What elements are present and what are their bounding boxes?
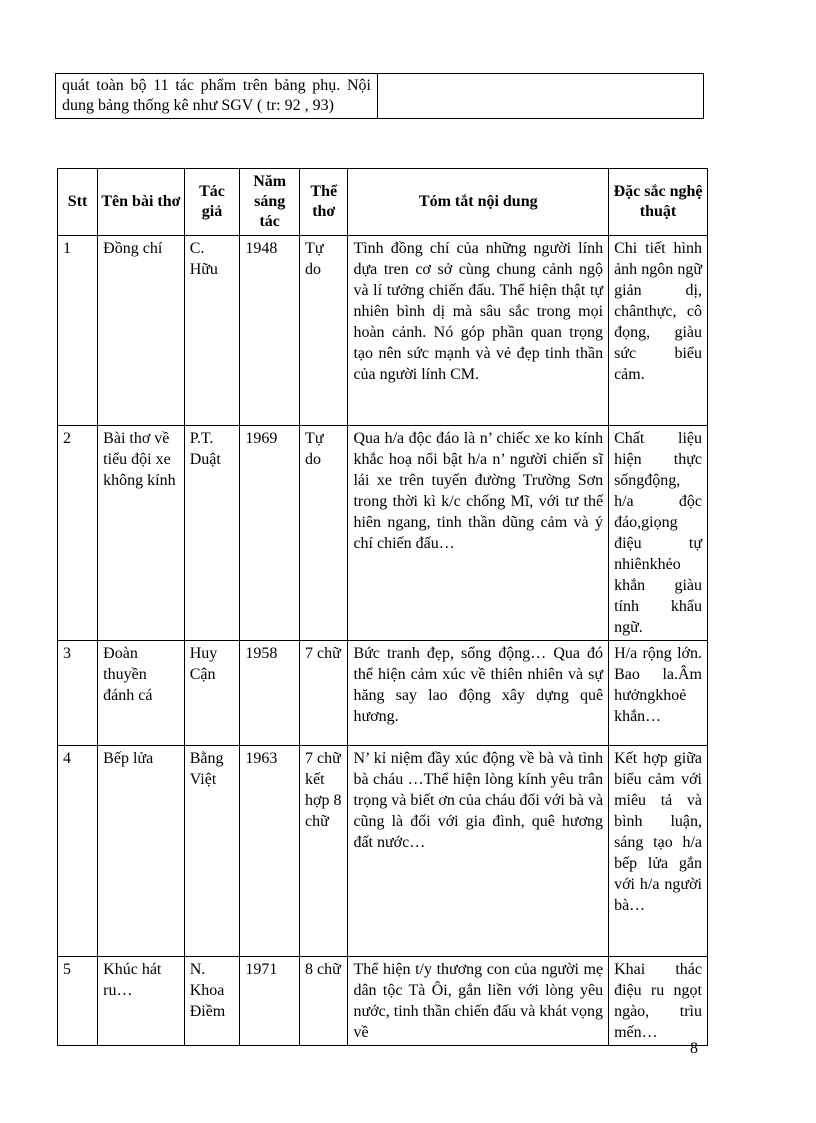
header-title: Tên bài thơ [98, 169, 185, 236]
cell-summary: Tình đồng chí của những người lính dựa tren cơ sở cùng chung cảnh ngộ và lí tưởng chiến đấu. Thể hiện thật tự nhiên bình dị mà sâu sắc trong mọi hoàn cảnh. Nó góp phần quan trọng tạo nên sức mạnh và vẻ đẹp tinh thần của người lính CM. [348, 236, 609, 426]
cell-title: Khúc hát ru… [98, 957, 185, 1046]
cell-art: Chất liệu hiện thực sốngđộng, h/a độc đáo,giọng điệu tự nhiênkhẻo khắn giàu tính khẩu ngữ. [609, 426, 708, 641]
cell-summary: Thể hiện t/y thương con của người mẹ dân tộc Tà Ôi, gắn liền với lòng yêu nước, tinh thần chiến đấu và khát vọng về [348, 957, 609, 1046]
table-header-row [58, 169, 708, 236]
header-summary: Tóm tắt nội dung [348, 169, 609, 236]
cell-art: H/a rộng lớn. Bao la.Âm hưởngkhoẻ khắn… [609, 641, 708, 746]
table-row [58, 957, 708, 1046]
header-art: Đặc sắc nghệ thuật [609, 169, 708, 236]
intro-row [56, 74, 704, 119]
cell-author: C. Hữu [184, 236, 240, 426]
cell-title: Bếp lửa [98, 746, 185, 957]
cell-art: Khai thác điệu ru ngọt ngào, trìu mến… [609, 957, 708, 1046]
cell-year: 1948 [240, 236, 300, 426]
cell-form: 8 chữ [300, 957, 348, 1046]
cell-form: Tự do [300, 236, 348, 426]
cell-author: Huy Cận [184, 641, 240, 746]
header-year: Năm sáng tác [240, 169, 300, 236]
intro-table [55, 73, 704, 119]
cell-author: N. Khoa Điềm [184, 957, 240, 1046]
cell-year: 1963 [240, 746, 300, 957]
header-author: Tác giả [184, 169, 240, 236]
intro-text: quát toàn bộ 11 tác phẩm trên bảng phụ. Nội dung bảng thống kê như SGV ( tr: 92 , 93) [56, 74, 378, 119]
cell-stt: 4 [58, 746, 98, 957]
cell-summary: N’ kỉ niệm đầy xúc động về bà và tình bà cháu …Thể hiện lòng kính yêu trân trọng và biết ơn của cháu đối với bà và cũng là đối với gia đình, quê hương đất nước… [348, 746, 609, 957]
cell-art: Kết hợp giữa biểu cảm với miêu tả và bình luận, sáng tạo h/a bếp lửa gắn với h/a người bà… [609, 746, 708, 957]
cell-title: Đồng chí [98, 236, 185, 426]
cell-year: 1958 [240, 641, 300, 746]
cell-form: 7 chữ kết hợp 8 chữ [300, 746, 348, 957]
cell-stt: 1 [58, 236, 98, 426]
poems-table [57, 168, 708, 1046]
cell-stt: 2 [58, 426, 98, 641]
cell-author: P.T. Duật [184, 426, 240, 641]
table-row [58, 426, 708, 641]
intro-empty-cell [378, 74, 704, 119]
cell-stt: 5 [58, 957, 98, 1046]
header-form: Thể thơ [300, 169, 348, 236]
page-number: 8 [690, 1040, 698, 1057]
table-row [58, 641, 708, 746]
cell-form: Tự do [300, 426, 348, 641]
cell-year: 1971 [240, 957, 300, 1046]
header-stt: Stt [58, 169, 98, 236]
cell-form: 7 chữ [300, 641, 348, 746]
cell-summary: Qua h/a độc đáo là n’ chiếc xe ko kính khắc hoạ nổi bật h/a n’ người chiến sĩ lái xe trên tuyến đường Trường Sơn trong thời kì k/c chống Mĩ, với tư thế hiên ngang, tinh thần dũng cảm và ý chí chiến đấu… [348, 426, 609, 641]
table-row [58, 236, 708, 426]
cell-stt: 3 [58, 641, 98, 746]
cell-title: Bài thơ về tiểu đội xe không kính [98, 426, 185, 641]
cell-title: Đoàn thuyền đánh cá [98, 641, 185, 746]
cell-summary: Bức tranh đẹp, sống động… Qua đó thể hiện cảm xúc về thiên nhiên và sự hăng say lao động xây dựng quê hương. [348, 641, 609, 746]
cell-art: Chi tiết hình ảnh ngôn ngữ giản dị, chânthực, cô đọng, giàu sức biểu cảm. [609, 236, 708, 426]
cell-year: 1969 [240, 426, 300, 641]
cell-author: Bằng Việt [184, 746, 240, 957]
table-row [58, 746, 708, 957]
